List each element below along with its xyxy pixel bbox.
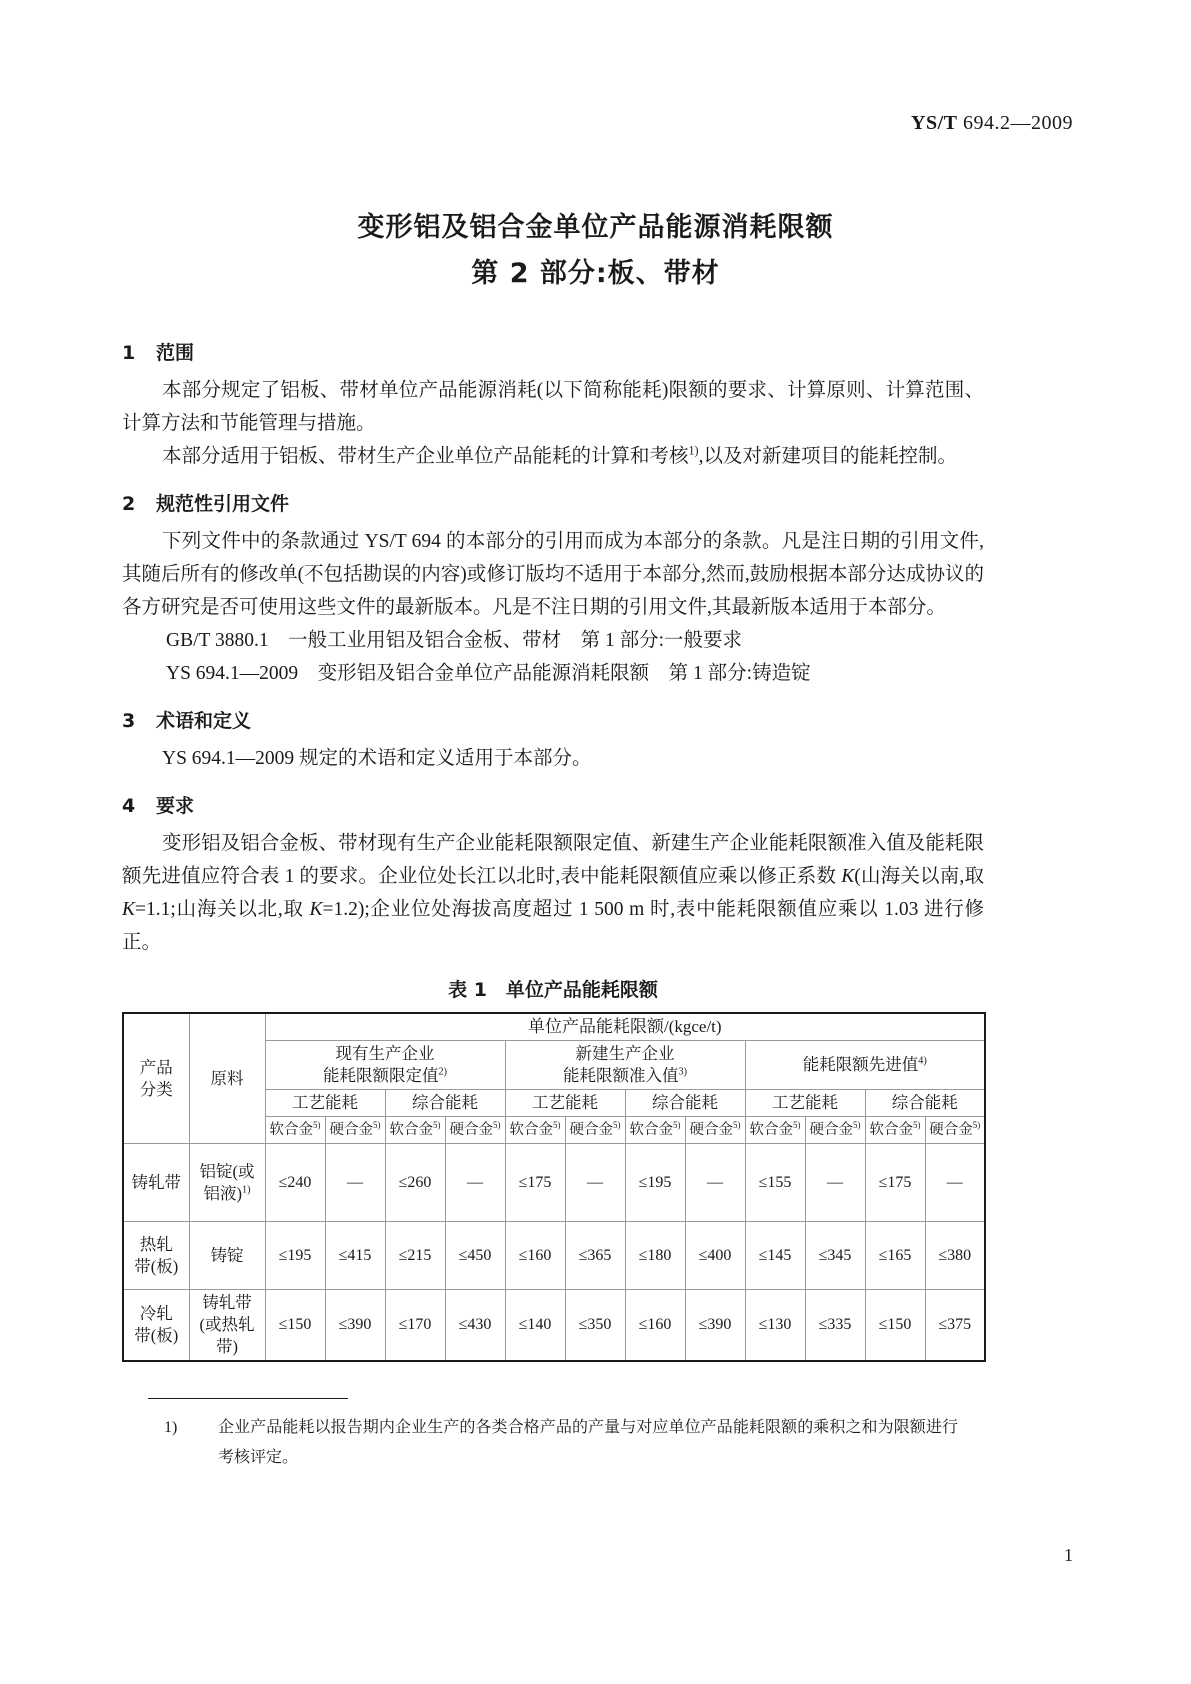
section-number-3: 3	[122, 710, 136, 732]
alloy-label-11: 软合金	[869, 1122, 913, 1138]
header-alloy-8	[685, 1117, 745, 1144]
group-existing-line2: 能耗限额限定值	[322, 1066, 439, 1085]
row-1-material	[189, 1144, 265, 1222]
header-energy-type-6: 综合能耗	[865, 1090, 985, 1117]
row-1-value-8: —	[685, 1144, 745, 1222]
s1-p2-before: 本部分适用于铝板、带材生产企业单位产品能耗的计算和考核	[162, 446, 689, 467]
row-2-value-8: ≤400	[685, 1222, 745, 1290]
title-line-1: 变形铝及铝合金单位产品能源消耗限额	[357, 212, 834, 243]
standard-number: 694.2—2009	[963, 112, 1073, 134]
row-3-value-3: ≤170	[385, 1290, 445, 1362]
section-heading-2	[122, 489, 984, 519]
footnote-marker: 1)	[164, 1419, 178, 1436]
s4-text-d: =1.2);企业位处海拔高度超过 1 500 m 时,表中能耗限额值应乘以 1.03 进行修正。	[122, 899, 984, 953]
alloy-sup-11: 5)	[913, 1120, 921, 1131]
footnote-1	[122, 1413, 958, 1473]
alloy-label-4: 硬合金	[449, 1122, 493, 1138]
header-energy-type-2: 综合能耗	[385, 1090, 505, 1117]
section-heading-3	[122, 706, 984, 736]
row-3-value-2: ≤390	[325, 1290, 385, 1362]
row-2-value-10: ≤345	[805, 1222, 865, 1290]
header-alloy-6	[565, 1117, 625, 1144]
s4-symbol-k-2: K	[122, 899, 136, 920]
header-alloy-7	[625, 1117, 685, 1144]
alloy-sup-9: 5)	[793, 1120, 801, 1131]
section-4-paragraph-1	[122, 827, 984, 959]
row-2-value-1: ≤195	[265, 1222, 325, 1290]
row-2-value-12: ≤380	[925, 1222, 985, 1290]
row-2-value-11: ≤165	[865, 1222, 925, 1290]
section-1-paragraph-1: 本部分规定了铝板、带材单位产品能源消耗(以下简称能耗)限额的要求、计算原则、计算范围、计算方法和节能管理与措施。	[122, 380, 984, 434]
table-row	[123, 1290, 985, 1362]
row-1-product	[123, 1144, 189, 1222]
s1-p2-after: ,以及对新建项目的能耗控制。	[698, 446, 957, 467]
header-energy-type-3: 工艺能耗	[505, 1090, 625, 1117]
header-alloy-4	[445, 1117, 505, 1144]
row-3-value-9: ≤130	[745, 1290, 805, 1362]
header-alloy-1	[265, 1117, 325, 1144]
row-2-value-7: ≤180	[625, 1222, 685, 1290]
row-2-value-6: ≤365	[565, 1222, 625, 1290]
alloy-sup-12: 5)	[972, 1120, 981, 1131]
s4-symbol-k-1: K	[841, 866, 855, 887]
table-header-row-1	[123, 1013, 985, 1041]
s4-text-b: (山海关以南,取	[854, 866, 984, 887]
row-3-value-11: ≤150	[865, 1290, 925, 1362]
normative-reference-1: GB/T 3880.1 一般工业用铝及铝合金板、带材 第 1 部分:一般要求	[166, 630, 742, 651]
alloy-label-9: 软合金	[749, 1122, 793, 1138]
table-caption: 表 1 单位产品能耗限额	[448, 979, 658, 1001]
s4-symbol-k-3: K	[309, 899, 323, 920]
row-2-product-line1: 热轧	[139, 1234, 173, 1254]
row-1-value-12: —	[925, 1144, 985, 1222]
section-heading-4	[122, 791, 984, 821]
alloy-sup-10: 5)	[853, 1120, 861, 1131]
row-2-value-4: ≤450	[445, 1222, 505, 1290]
row-3-material	[189, 1290, 265, 1362]
section-number-4: 4	[122, 795, 136, 817]
row-3-product-line1: 冷轧	[139, 1304, 173, 1323]
header-product-line-2: 分类	[139, 1079, 173, 1099]
header-span-all: 单位产品能耗限额/(kgce/t)	[265, 1013, 985, 1041]
alloy-sup-6: 5)	[613, 1120, 621, 1131]
alloy-sup-3: 5)	[433, 1120, 441, 1131]
header-alloy-10	[805, 1117, 865, 1144]
section-title-2: 规范性引用文件	[156, 493, 290, 515]
row-3-value-4: ≤430	[445, 1290, 505, 1362]
footnote-ref-1: 1)	[688, 443, 699, 458]
header-group-existing	[265, 1041, 505, 1090]
alloy-sup-5: 5)	[553, 1120, 561, 1131]
group-existing-sup: 2)	[438, 1066, 447, 1078]
group-new-line2: 能耗限额准入值	[562, 1066, 679, 1085]
row-2-value-2: ≤415	[325, 1222, 385, 1290]
row-3-product	[123, 1290, 189, 1362]
header-energy-type-4: 综合能耗	[625, 1090, 745, 1117]
document-header	[911, 112, 1073, 135]
alloy-label-3: 软合金	[389, 1122, 433, 1138]
row-1-value-9: ≤155	[745, 1144, 805, 1222]
alloy-label-2: 硬合金	[329, 1122, 373, 1138]
section-heading-1	[122, 338, 984, 368]
row-1-value-4: —	[445, 1144, 505, 1222]
row-1-value-3: ≤260	[385, 1144, 445, 1222]
row-2-material	[189, 1222, 265, 1290]
header-alloy-2	[325, 1117, 385, 1144]
document-body	[122, 338, 984, 1473]
header-alloy-12	[925, 1117, 985, 1144]
row-1-value-6: —	[565, 1144, 625, 1222]
header-group-advanced	[745, 1041, 985, 1090]
row-1-product-line1: 铸轧带	[131, 1172, 181, 1192]
header-alloy-3	[385, 1117, 445, 1144]
header-alloy-9	[745, 1117, 805, 1144]
footnote-separator	[148, 1398, 348, 1399]
alloy-label-12: 硬合金	[929, 1122, 973, 1138]
row-1-value-10: —	[805, 1144, 865, 1222]
alloy-label-7: 软合金	[629, 1122, 673, 1138]
row-2-product-line2: 带(板)	[134, 1256, 179, 1276]
header-product-line-1: 产品	[139, 1057, 173, 1077]
row-3-value-12: ≤375	[925, 1290, 985, 1362]
section-title-1: 范围	[156, 342, 195, 364]
alloy-label-6: 硬合金	[569, 1122, 613, 1138]
row-2-value-3: ≤215	[385, 1222, 445, 1290]
row-1-value-11: ≤175	[865, 1144, 925, 1222]
header-alloy-11	[865, 1117, 925, 1144]
row-2-value-9: ≤145	[745, 1222, 805, 1290]
energy-limits-table	[122, 1012, 986, 1362]
table-row	[123, 1222, 985, 1290]
row-1-material-line1: 铝锭(或	[199, 1161, 255, 1181]
document-title	[0, 205, 1191, 297]
row-3-value-7: ≤160	[625, 1290, 685, 1362]
s4-text-c: =1.1;山海关以北,取	[135, 899, 310, 920]
row-1-value-2: —	[325, 1144, 385, 1222]
section-number-1: 1	[122, 342, 136, 364]
group-new-sup: 3)	[678, 1066, 687, 1078]
alloy-sup-8: 5)	[733, 1120, 741, 1131]
alloy-sup-4: 5)	[493, 1120, 501, 1131]
alloy-label-10: 硬合金	[809, 1122, 853, 1138]
row-1-value-1: ≤240	[265, 1144, 325, 1222]
group-new-line1: 新建生产企业	[575, 1044, 675, 1063]
header-material: 原料	[189, 1013, 265, 1144]
row-1-value-7: ≤195	[625, 1144, 685, 1222]
alloy-sup-2: 5)	[373, 1120, 381, 1131]
section-title-3: 术语和定义	[156, 710, 252, 732]
row-3-value-8: ≤390	[685, 1290, 745, 1362]
group-advanced-sup: 4)	[918, 1055, 927, 1067]
section-number-2: 2	[122, 493, 136, 515]
header-product-category	[123, 1013, 189, 1144]
alloy-sup-1: 5)	[313, 1120, 321, 1131]
row-2-material-line1: 铸锭	[210, 1245, 244, 1265]
group-advanced-line1: 能耗限额先进值	[802, 1055, 919, 1074]
s4-text-a: 变形铝及铝合金板、带材现有生产企业能耗限额限定值、新建生产企业能耗限额准入值及能耗限额先进值应符合表 1 的要求。企业位处长江以北时,表中能耗限额值应乘以修正系数	[122, 833, 984, 887]
alloy-label-5: 软合金	[509, 1122, 553, 1138]
row-2-value-5: ≤160	[505, 1222, 565, 1290]
group-existing-line1: 现有生产企业	[335, 1044, 435, 1063]
row-1-material-sup: 1)	[241, 1184, 251, 1195]
title-line-2: 第 2 部分:板、带材	[471, 258, 720, 289]
header-energy-type-1: 工艺能耗	[265, 1090, 385, 1117]
row-3-material-line2: (或热轧带)	[199, 1315, 255, 1356]
alloy-label-1: 软合金	[269, 1122, 313, 1138]
alloy-label-8: 硬合金	[689, 1122, 733, 1138]
alloy-sup-7: 5)	[673, 1120, 681, 1131]
section-3-paragraph-1: YS 694.1—2009 规定的术语和定义适用于本部分。	[162, 748, 592, 769]
row-3-value-10: ≤335	[805, 1290, 865, 1362]
normative-reference-2: YS 694.1—2009 变形铝及铝合金单位产品能源消耗限额 第 1 部分:铸造锭	[166, 663, 811, 684]
row-3-value-6: ≤350	[565, 1290, 625, 1362]
section-title-4: 要求	[156, 795, 195, 817]
row-2-product	[123, 1222, 189, 1290]
footnote-text: 企业产品能耗以报告期内企业生产的各类合格产品的产量与对应单位产品能耗限额的乘积之和为限额进行考核评定。	[218, 1419, 958, 1466]
header-group-new	[505, 1041, 745, 1090]
table-row	[123, 1144, 985, 1222]
row-1-material-line2: 铝液)	[203, 1183, 242, 1203]
row-3-value-5: ≤140	[505, 1290, 565, 1362]
section-2-paragraph-1: 下列文件中的条款通过 YS/T 694 的本部分的引用而成为本部分的条款。凡是注日期的引用文件,其随后所有的修改单(不包括勘误的内容)或修订版均不适用于本部分,然而,鼓励根据本部分达成协议的各方研究是否可使用这些文件的最新版本。凡是不注日期的引用文件,其最新版本适用于本部分。	[122, 531, 984, 618]
section-1-paragraph-2	[122, 440, 984, 473]
row-3-product-line2: 带(板)	[134, 1326, 179, 1345]
row-3-value-1: ≤150	[265, 1290, 325, 1362]
row-3-material-line1: 铸轧带	[202, 1293, 252, 1312]
standard-prefix: YS/T	[911, 112, 958, 134]
header-energy-type-5: 工艺能耗	[745, 1090, 865, 1117]
page-number: 1	[1064, 1545, 1073, 1565]
row-1-value-5: ≤175	[505, 1144, 565, 1222]
header-alloy-5	[505, 1117, 565, 1144]
